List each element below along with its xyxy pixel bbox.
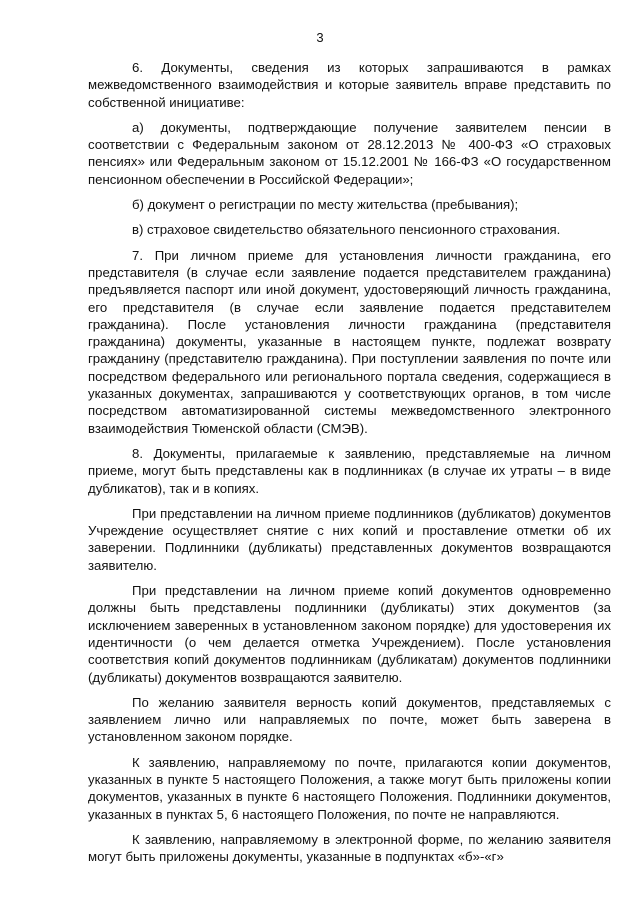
paragraph-8-mail: К заявлению, направляемому по почте, прилагаются копии документов, указанных в пункте 5 настоящего Положения, а также могут быть приложены копии документов, указанных в пункте 6 настоящего Положения. Подлинники документов, указанных в пунктах 5, 6 настоящего Положения, по почте не направляются. bbox=[88, 754, 611, 822]
page-number: 3 bbox=[316, 30, 324, 45]
paragraph-8: 8. Документы, прилагаемые к заявлению, представляемые на личном приеме, могут быть представлены как в подлинниках (в случае их утраты – в виде дубликатов), так и в копиях. bbox=[88, 445, 611, 496]
paragraph-8-certification: По желанию заявителя верность копий документов, представляемых с заявлением лично или направляемых по почте, может быть заверена в установленном законом порядке. bbox=[88, 694, 611, 745]
paragraph-6-a: а) документы, подтверждающие получение заявителем пенсии в соответствии с Федеральным законом от 28.12.2013 № 400-ФЗ «О страховых пенсиях» или Федеральным законом от 15.12.2001 № 166-ФЗ «О государственном пенсионном обеспечении в Российской Федерации»; bbox=[88, 119, 611, 187]
document-body bbox=[88, 59, 611, 873]
paragraph-7: 7. При личном приеме для установления личности гражданина, его представителя (в случае если заявление подается представителем гражданина) предъявляется паспорт или иной документ, удостоверяющий личность гражданина, его представителя (в случае если заявление подается представителем гражданина). После установления личности гражданина (представителя гражданина) документы, указанные в настоящем пункте, подлежат возврату гражданину (представителю гражданина). При поступлении заявления по почте или посредством федерального или регионального портала сведения, содержащиеся в указанных документах, запрашиваются у соответствующих органов, в том числе посредством автоматизированной системы межведомственного электронного взаимодействия Тюменской области (СМЭВ). bbox=[88, 247, 611, 436]
paragraph-8-copies: При представлении на личном приеме копий документов одновременно должны быть представлены подлинники (дубликаты) этих документов (за исключением заверенных в установленном законом порядке) для удостоверения их идентичности (о чем делается отметка Учреждением). После установления соответствия копий документов подлинникам (дубликатам) документов подлинники (дубликаты) документов возвращаются заявителю. bbox=[88, 583, 611, 685]
paragraph-6-v: в) страховое свидетельство обязательного пенсионного страхования. bbox=[132, 222, 561, 238]
paragraph-6: 6. Документы, сведения из которых запрашиваются в рамках межведомственного взаимодействия и которые заявитель вправе представить по собственной инициативе: bbox=[88, 60, 611, 110]
paragraph-8-electronic: К заявлению, направляемому в электронной форме, по желанию заявителя могут быть приложены документы, указанные в подпунктах «б»-«г» bbox=[88, 831, 611, 865]
paragraph-8-originals: При представлении на личном приеме подлинников (дубликатов) документов Учреждение осуществляет снятие с них копий и проставление отметки об их заверении. Подлинники (дубликаты) представленных документов возвращаются заявителю. bbox=[88, 505, 611, 573]
paragraph-6-b: б) документ о регистрации по месту жительства (пребывания); bbox=[132, 197, 519, 213]
